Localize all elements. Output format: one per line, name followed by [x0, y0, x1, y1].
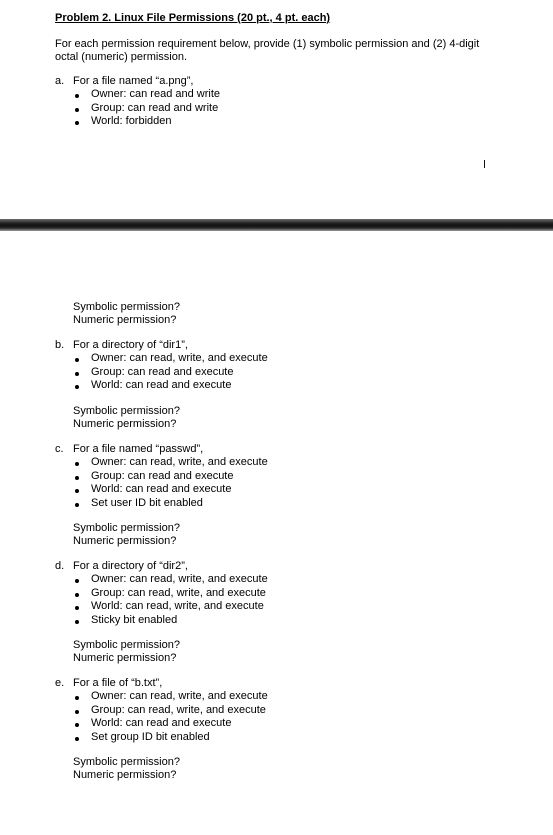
bullet-item: World: can read and execute — [91, 717, 232, 729]
symbolic-prompt: Symbolic permission? — [73, 522, 180, 534]
bullet-icon — [75, 121, 79, 125]
page-break-divider — [0, 219, 553, 231]
problem-title: Problem 2. Linux File Permissions (20 pt., 4 pt. each) — [55, 12, 331, 24]
bullet-icon — [75, 358, 79, 362]
problem-heading: For a directory of “dir1”, — [73, 339, 188, 351]
intro-line-2: octal (numeric) permission. — [55, 51, 188, 63]
numeric-prompt: Numeric permission? — [73, 652, 177, 664]
bullet-icon — [75, 489, 79, 493]
numeric-prompt: Numeric permission? — [73, 314, 177, 326]
bullet-item: Group: can read and execute — [91, 470, 234, 482]
bullet-icon — [75, 606, 79, 610]
bullet-icon — [75, 476, 79, 480]
problem-letter: a. — [55, 75, 65, 87]
numeric-prompt: Numeric permission? — [73, 535, 177, 547]
bullet-item: World: forbidden — [91, 115, 172, 127]
bullet-item: Owner: can read, write, and execute — [91, 690, 268, 702]
problem-heading: For a file named “a.png”, — [73, 75, 194, 87]
bullet-icon — [75, 593, 79, 597]
bullet-item: Group: can read, write, and execute — [91, 587, 266, 599]
text-cursor-icon — [484, 160, 485, 168]
intro-line-1: For each permission requirement below, provide (1) symbolic permission and (2) 4-digit — [55, 38, 480, 50]
numeric-prompt: Numeric permission? — [73, 769, 177, 781]
problem-letter: d. — [55, 560, 65, 572]
problem-heading: For a file named “passwd”, — [73, 443, 204, 455]
bullet-icon — [75, 723, 79, 727]
bullet-icon — [75, 696, 79, 700]
bullet-icon — [75, 710, 79, 714]
bullet-item: Sticky bit enabled — [91, 614, 178, 626]
bullet-item: World: can read, write, and execute — [91, 600, 264, 612]
bullet-icon — [75, 385, 79, 389]
problem-heading: For a file of “b.txt”, — [73, 677, 163, 689]
bullet-item: Owner: can read, write, and execute — [91, 456, 268, 468]
bullet-icon — [75, 737, 79, 741]
bullet-icon — [75, 372, 79, 376]
symbolic-prompt: Symbolic permission? — [73, 405, 180, 417]
bullet-icon — [75, 579, 79, 583]
bullet-item: World: can read and execute — [91, 483, 232, 495]
bullet-icon — [75, 108, 79, 112]
symbolic-prompt: Symbolic permission? — [73, 639, 180, 651]
problem-letter: c. — [55, 443, 64, 455]
bullet-icon — [75, 620, 79, 624]
bullet-item: Set user ID bit enabled — [91, 497, 203, 509]
problem-heading: For a directory of “dir2”, — [73, 560, 188, 572]
bullet-item: Group: can read and write — [91, 102, 219, 114]
symbolic-prompt: Symbolic permission? — [73, 756, 180, 768]
numeric-prompt: Numeric permission? — [73, 418, 177, 430]
bullet-icon — [75, 94, 79, 98]
problem-letter: b. — [55, 339, 65, 351]
bullet-item: Group: can read, write, and execute — [91, 704, 266, 716]
bullet-icon — [75, 503, 79, 507]
problem-letter: e. — [55, 677, 65, 689]
symbolic-prompt: Symbolic permission? — [73, 301, 180, 313]
bullet-item: Group: can read and execute — [91, 366, 234, 378]
bullet-item: Owner: can read, write, and execute — [91, 573, 268, 585]
bullet-item: Owner: can read, write, and execute — [91, 352, 268, 364]
bullet-icon — [75, 462, 79, 466]
bullet-item: Set group ID bit enabled — [91, 731, 210, 743]
bullet-item: World: can read and execute — [91, 379, 232, 391]
bullet-item: Owner: can read and write — [91, 88, 221, 100]
